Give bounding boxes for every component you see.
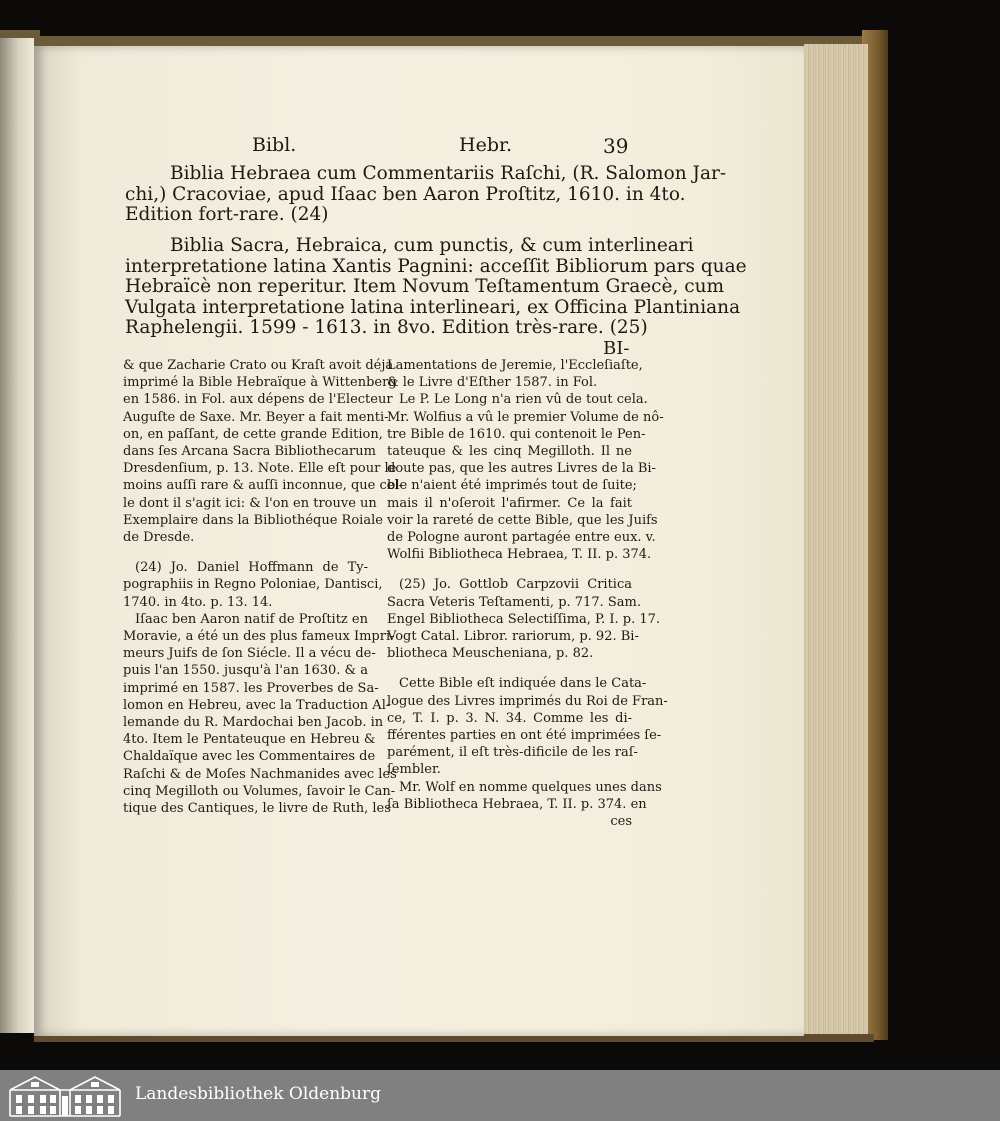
catchword-bottom: ces [610,814,632,830]
paragraph-gap [387,662,632,675]
paragraph-gap [123,546,368,559]
text-line: Lamentations de Jeremie, l'Eccleſiaſte, [387,358,643,373]
text-line: puis l'an 1550. jusqu'à l'an 1630. & a [123,663,369,679]
left-para-3 [123,611,397,817]
entry-25-line: Biblia Sacra, Hebraica, cum punctis, & cum interlineari [170,235,694,256]
entry-24-line: Edition fort-rare. (24) [125,204,329,225]
left-para-2 [123,559,383,611]
text-line: parément, il eſt très-dificile de les raſ- [387,745,638,761]
text-line: de Dresde. [123,530,195,546]
text-line: bliotheca Meuscheniana, p. 82. [387,646,594,662]
text-line: le dont il s'agit ici: & l'on en trouve un [123,495,377,511]
page-edges [804,44,868,1034]
text-line: lemande du R. Mardochai ben Jacob. in [123,715,384,731]
text-line: Mr. Wolfius a vû le premier Volume de nô- [387,409,664,425]
library-building-icon [7,1074,123,1118]
text-line: Vogt Catal. Libror. rariorum, p. 92. Bi- [387,629,639,645]
text-line: 1740. in 4to. p. 13. 14. [123,594,273,610]
text-line: Le P. Le Long n'a rien vû de tout cela. [399,392,648,408]
right-para-2 [387,391,664,563]
text-line: Iſaac ben Aaron natif de Proſtitz en [135,611,368,627]
text-line: imprimé la Bible Hebraïque à Wittenberg [123,375,397,391]
entry-24-line: Biblia Hebraea cum Commentariis Raſchi, (R. Salomon Jar- [170,163,727,184]
left-para-1 [123,357,404,546]
text-line: cinq Megilloth ou Volumes, ſavoir le Can- [123,783,396,799]
right-column [387,357,668,830]
book-cover-top [34,36,874,46]
entry-25 [125,235,747,339]
text-line: pographiis in Regno Poloniae, Dantisci, [123,577,383,593]
text-line: doute pas, que les autres Livres de la Bi- [387,461,656,477]
text-line: moins auſſi rare & auſſi inconnue, que cel- [123,478,404,494]
institution-name: Landesbibliothek Oldenburg [135,1084,382,1104]
text-line: fférentes parties en ont été imprimées ſe- [387,728,662,744]
text-line: & que Zacharie Crato ou Kraſt avoit déja [123,358,394,373]
text-line: Sacra Veteris Teſtamenti, p. 717. Sam. [387,594,641,610]
text-line: meurs Juifs de ſon Siécle. Il a vécu de- [123,646,376,662]
right-para-3 [387,576,661,662]
text-line: ſa Bibliotheca Hebraea, T. II. p. 374. en [387,796,647,812]
text-line: ce, T. I. p. 3. N. 34. Comme les di- [387,710,632,726]
text-line: ble n'aient été imprimés tout de ſuite; [387,478,637,494]
right-para-4 [387,675,668,778]
text-line: Mr. Wolf en nomme quelques unes dans [399,779,662,795]
text-line: tique des Cantiques, le livre de Ruth, les [123,801,391,817]
entry-25-line: Raphelengii. 1599 - 1613. in 8vo. Edition très-rare. (25) [125,317,648,338]
catchword-top: BI- [603,338,630,359]
right-para-5 [387,779,662,813]
entry-24 [125,163,727,226]
running-head-left: Bibl. [252,134,297,156]
paragraph-gap [387,563,632,576]
text-line: tateuque & les cinq Megilloth. Il ne [387,444,632,460]
text-line: voir la rareté de cette Bible, que les Juifs [387,512,658,528]
entry-25-line: Hebraïcè non reperitur. Item Novum Teſtamentum Graecè, cum [125,276,725,297]
text-line: mais il n'oſeroit l'afirmer. Ce la fait [387,495,632,511]
text-line: Raſchi & de Moſes Nachmanides avec les [123,766,397,782]
text-line: & le Livre d'Eſther 1587. in Fol. [387,375,598,391]
entry-24-line: chi,) Cracoviae, apud Iſaac ben Aaron Proſtitz, 1610. in 4to. [125,183,686,205]
text-line: Chaldaïque avec les Commentaires de [123,749,376,765]
left-page-edge [0,38,34,1033]
right-para-1 [387,357,643,391]
text-line: Moravie, a été un des plus fameux Impri- [123,629,395,645]
text-line: dans ſes Arcana Sacra Bibliothecarum [123,444,376,460]
text-line: logue des Livres imprimés du Roi de Fran- [387,693,668,709]
text-line: en 1586. in Fol. aux dépens de l'Electeur [123,392,393,408]
text-line: Dresdenſium, p. 13. Note. Elle eſt pour le [123,461,397,477]
running-head-center: Hebr. [459,134,513,156]
left-column [123,357,404,817]
text-line: Wolfii Bibliotheca Hebraea, T. II. p. 374. [387,547,652,563]
text-line: ſembler. [387,762,441,778]
entry-25-line: interpretatione latina Xantis Pagnini: acceſſit Bibliorum pars quae [125,255,747,277]
text-line: 4to. Item le Pentateuque en Hebreu & [123,732,376,748]
text-line: on, en paſſant, de cette grande Edition, [123,426,383,442]
text-line: imprimé en 1587. les Proverbes de Sa- [123,680,379,696]
text-line: Auguſte de Saxe. Mr. Beyer a fait menti- [123,409,389,425]
text-line: Cette Bible eſt indiquée dans le Cata- [399,676,647,692]
text-line: de Pologne auront partagée entre eux. v. [387,530,656,546]
entry-25-line: Vulgata interpretatione latina interlineari, ex Officina Plantiniana [125,296,741,318]
footer-bar [0,1070,1000,1121]
page-number: 39 [603,134,629,158]
text-line: lomon en Hebreu, avec la Traduction Al- [123,697,391,713]
text-line: (24) Jo. Daniel Hoffmann de Ty- [135,560,368,576]
text-line: Exemplaire dans la Bibliothéque Roiale [123,512,383,528]
text-line: Engel Bibliotheca Selectiſſima, P. I. p. 17. [387,611,661,627]
text-line: tre Bible de 1610. qui contenoit le Pen- [387,426,646,442]
text-line: (25) Jo. Gottlob Carpzovii Critica [399,577,632,593]
